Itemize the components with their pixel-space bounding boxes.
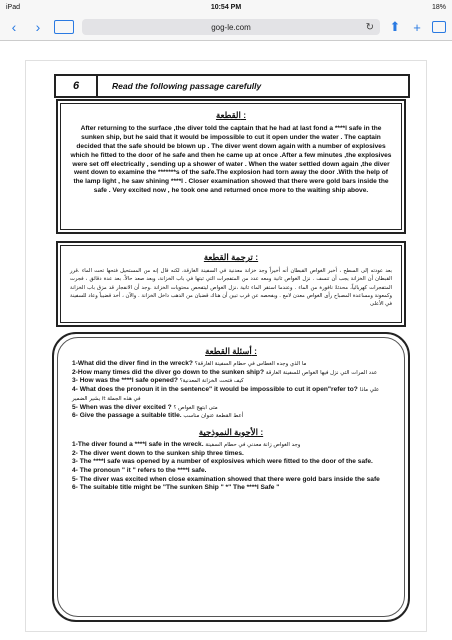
battery-level: 18%	[431, 3, 446, 11]
url-text: gog-le.com	[211, 22, 251, 32]
device-label: iPad	[6, 3, 21, 11]
translation-title: ترجمة القطعة :	[203, 252, 259, 262]
answer-item: 2- The diver went down to the sunken ship three times.	[72, 449, 244, 457]
answer-item: 1-The diver found a ****l safe in the wreck. وجد الغواص زانة معدني في حطام السفينة	[72, 440, 301, 448]
back-icon[interactable]: ‹	[11, 19, 17, 35]
passage-text: After returning to the surface ,the diver told the captain that he had at last fond a ****l safe in the sunken ship, but he said that it would be impossible to cut it open under the water . The captain decided that the safe should be blown up . The diver went down again with a number of explosives which he fitted to the door of he safe and then he came up at once .After a few minutes ,the explosives were set off electrically , sending up a shower of water . When the water settled down again ,the diver went down to examine the *******s of the safe.The explosion had torn away the door .With the help of the lamp light , he saw shining ****l . Closer examination showed that there were gold bars inside the safe . Very excited now , he took one and returned once more to the waiting ship above.	[70, 125, 392, 195]
question-item: 1-What did the diver find in the wreck? ما الذي وجده الغطاس في حطام السفينة الغارقة؟	[72, 360, 307, 367]
share-icon[interactable]: ⬆	[389, 19, 401, 34]
passage-title: القطعة :	[215, 110, 247, 120]
bookmarks-icon[interactable]	[54, 20, 74, 34]
answer-item: 5- The diver was excited when close examination showed that there were gold bars inside the safe	[72, 475, 380, 483]
lesson-number: 6	[56, 76, 98, 96]
translation-text: بعد عودته إلى السطح ، أخبر الغواص القبطان أنه أخيراً وجد خزانة معدنية في السفينة الغارقة، لكنه قال إنه من المستحيل فتحها تحت الماء .قرر القبطان أن الخزانة يجب أن تنسف . نزل الغواص ثانية ومعه عدد من المتفجرات التي ثبتها في باب الخزانة، وبعد صعد حالاً. بعد عدة دقائق ، فجرت المتفجرات كهربائياً، محدثةً نافورة من الماء . وعندما استقر الماء ثانية ،نزل الغواص ليتفحص محتويات الخزانة .وجد أن الانفجار قد مزق باب الخزانة وكمعونة ومساعدة المصباح رأى الغواص معدن لامع . وبفحصه عن قرب تبين أن هناك قضبان من الذهب داخل الخزانة . والآن ، أخذ قضيباً وعاد للسفينة في الأعلى	[70, 268, 392, 308]
status-bar	[0, 0, 452, 14]
reload-icon[interactable]: ↻	[365, 21, 374, 33]
lesson-header	[54, 74, 410, 98]
lesson-heading: Read the following passage carefully	[112, 81, 262, 91]
answers-title: الأجوبة النموذجية :	[198, 426, 264, 437]
questions-list	[58, 357, 404, 421]
forward-icon[interactable]: ›	[35, 19, 41, 35]
question-item: 5- When was the diver excited ? متى ابتهج الغواص ؟	[72, 403, 218, 411]
questions-title: أسئلة القطعة :	[205, 346, 257, 356]
browser-toolbar	[0, 14, 452, 41]
new-tab-icon[interactable]: +	[413, 19, 421, 35]
translation-box	[56, 241, 406, 327]
document-page	[25, 60, 427, 632]
tabs-icon[interactable]	[432, 21, 446, 33]
clock: 10:54 PM	[210, 3, 242, 11]
answer-item: 4- The pronoun " it " refers to the ****l safe.	[72, 467, 207, 475]
question-item: 6- Give the passage a suitable title. أعط القطعة عنوان مناسب	[72, 412, 244, 420]
passage-box	[56, 99, 406, 234]
answer-item: 6- The suitable title might be "The sunken Ship " *" The ****l Safe "	[72, 484, 280, 492]
questions-box	[52, 332, 410, 622]
address-bar[interactable]	[82, 19, 380, 35]
question-item: 4- What does the pronoun it in the sentence" it would be impossible to cut it open"refer to? علي ماذا يشير الضمير it في هذه الجملة	[72, 386, 380, 402]
question-item: 3- How was the ****l safe opened? كيف فتحت الخزانة المعدنية؟	[72, 377, 244, 385]
answers-list	[58, 438, 404, 493]
question-item: 2-How many times did the diver go down to the sunken ship? عدد المرات التي نزل فيها الغواص للسفينة الغارقة	[72, 368, 378, 376]
answer-item: 3- The ****l safe was opened by a number of explosives which were fitted to the door of the safe.	[72, 458, 373, 466]
